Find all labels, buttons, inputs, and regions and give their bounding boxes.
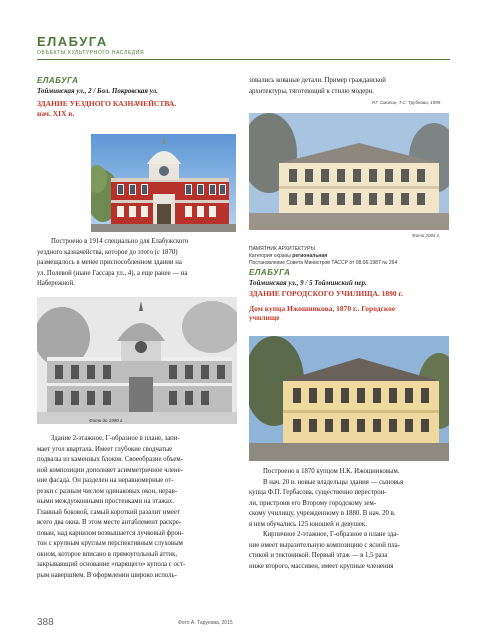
text-line: Кирпичное 2-этажное, Г-образное в плане зда- (263, 531, 399, 538)
right-body-text (249, 467, 449, 572)
text-line: размещалось в менее приспособленном здании на (37, 259, 182, 266)
right-title-main: ЗДАНИЕ ГОРОДСКОГО УЧИЛИЩА. 1890 г. (249, 289, 403, 298)
category-label: Категория охраны (249, 253, 291, 259)
text-line: скому училищу, учрежденному в 1880. В нач. 20 в. (249, 510, 396, 517)
monument-info (249, 246, 454, 267)
left-paragraph-1 (37, 237, 237, 290)
text-line: всего два окна. В этом месте антаблемент раскре- (37, 519, 181, 526)
left-title-line1: ЗДАНИЕ УЕЗДНОГО КАЗНАЧЕЙСТВА. (37, 99, 177, 108)
text-line: подвалы из каменных блоков. Своеобразие объем- (37, 456, 183, 463)
monument-type: ПАМЯТНИК АРХИТЕКТУРЫ (249, 246, 315, 252)
text-line: Здание 2-этажное, Г-образное в плане, запи- (51, 435, 180, 442)
right-address: Тойминская ул., 9 / 5 Тойминский пер. (249, 279, 367, 287)
text-line: ние фасада. Он разделен на неравномерные от- (37, 477, 174, 484)
text-line: ул. Полевой (ныне Гассара ул., 4), а еще ранее — на (37, 269, 188, 277)
running-header-title: ЕЛАБУГА (37, 34, 108, 49)
text-line: мает угол квартала. Имеет глубокие сводчатые (37, 445, 173, 453)
text-line: Набережной. (37, 280, 75, 287)
right-continuation (249, 76, 449, 97)
footer-photo-credit: Фото А. Тарунова, 2015 (178, 620, 233, 626)
photo-caption: Фото до 1990 г. (89, 418, 124, 423)
text-line: ние имеет выразительную композицию с ясной пла- (249, 541, 400, 549)
text-line: ными междуоконными простенками на этажах. (37, 498, 175, 505)
text-line: ниже второго, массивен, имеет крупные членения (249, 562, 394, 570)
decree: Постановление Совета Министров ТАССР от 08.06.1987 № 264 (249, 260, 398, 266)
text-line: купца Ф.П. Гербасова, существенно перестрои- (249, 489, 387, 496)
text-line: Построено в 1914 специально для Елабужского (51, 238, 189, 245)
text-line: пован, над карнизом возвышается лучковый фрон- (37, 529, 184, 537)
left-address: Тойминская ул., 2 / Бол. Покровская ул. (37, 87, 159, 95)
school-photo-2004 (249, 113, 449, 230)
text-line: Главный боковой, самый короткий разалит имеет (37, 508, 180, 516)
text-line: зовались кованые детали. Пример гражданской (249, 77, 386, 84)
photo-caption: Фото 2004 г. (412, 233, 441, 238)
text-line: рым навершием. В оформлении широко исполь- (37, 571, 177, 579)
right-title-sub-line2: училище (249, 313, 280, 322)
authors-credit: Р.Г. Смолин, Т.С. Трубнова, 1999 (372, 100, 441, 105)
left-city-label: ЕЛАБУГА (37, 76, 79, 85)
page-number: 388 (37, 617, 54, 628)
text-line: уездного казначейства, которое до этого (с 1870) (37, 248, 178, 256)
treasury-photo-bw (37, 297, 237, 424)
school-photo-2015 (249, 336, 449, 461)
treasury-photo-color (91, 134, 236, 232)
running-header-subtitle: ОБЪЕКТЫ КУЛЬТУРНОГО НАСЛЕДИЯ (37, 50, 145, 56)
protection-category (249, 253, 454, 260)
text-line: окном, которое вписано в прямоугольный аттик, (37, 550, 178, 558)
text-line: тон с крупным круглым перспективным слуховым (37, 540, 183, 547)
left-paragraph-2 (37, 434, 237, 581)
text-line: В нач. 20 в. новые владельцы здания — сыновья (263, 478, 404, 486)
text-line: резки с разным числом одинаковых окон, нерав- (37, 487, 178, 495)
right-city-label: ЕЛАБУГА (249, 268, 291, 277)
header-divider (37, 59, 450, 60)
text-line: стикой и тектоникой. Первый этаж — в 1,5 раза (249, 552, 388, 559)
right-title-sub-line1: Дом купца Ижошникова, 1870 г.. Городское (249, 304, 396, 313)
text-line: архитектуры, тяготеющий к стилю модерн. (249, 87, 375, 95)
text-line: ной композиции дополняет асимметричное члене- (37, 466, 183, 474)
category-value: региональная (292, 253, 328, 259)
text-line: Построено в 1870 купцом Н.К. Ижошниковым. (263, 468, 400, 475)
text-line: в нем обучались 125 юношей и девушек. (249, 520, 367, 528)
left-title-line2: нач. XIX в. (37, 109, 75, 118)
text-line: закрывающий основание «парящего» купола с ост- (37, 561, 186, 568)
text-line: ли, пристроив его Второму городскому зем- (249, 499, 377, 507)
